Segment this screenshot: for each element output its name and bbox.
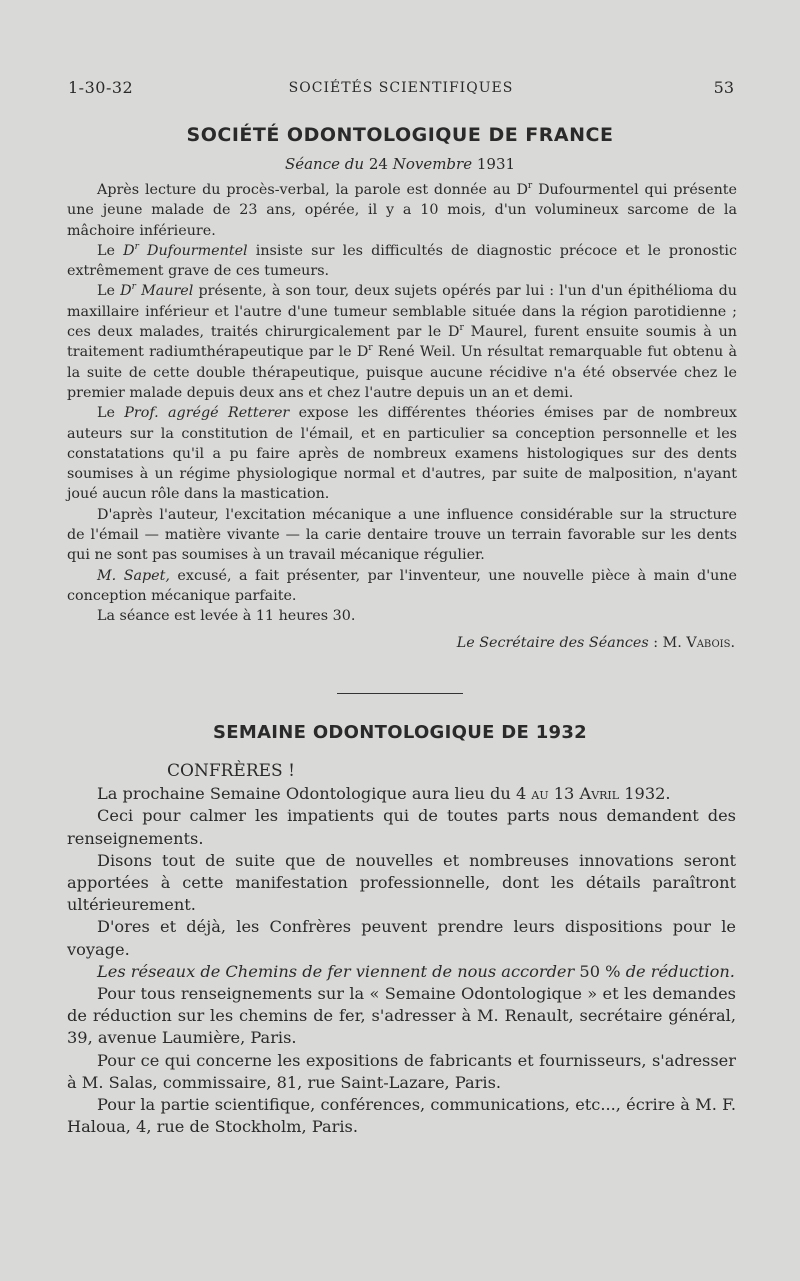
text: 13 <box>548 784 580 804</box>
text: D <box>120 283 132 300</box>
paragraph: Pour la partie scientifique, conférences, communications, etc..., écrire à M. F. Haloua, 4, rue de Stockholm, Paris. <box>67 1095 736 1137</box>
speaker-name: M. Sapet, <box>97 567 170 584</box>
seance-year: 1931 <box>476 155 516 173</box>
paragraph <box>67 961 736 983</box>
paragraph: D'ores et déjà, les Confrères peuvent prendre leurs dispositions pour le voyage. <box>67 917 736 959</box>
text: Le <box>97 242 124 259</box>
issue-date: 1-30-32 <box>68 78 134 97</box>
text: 1932. <box>619 784 671 804</box>
text: Dufourmentel <box>138 242 248 259</box>
text: excusé, a fait présenter, par l'inventeur, une nouvelle pièce à main d'une conception mécanique parfaite. <box>67 567 737 604</box>
speaker-name: Prof. agrégé Retterer <box>124 405 290 422</box>
running-header <box>68 78 734 102</box>
paragraph: Pour ce qui concerne les expositions de fabricants et fournisseurs, s'adresser à M. Salas, commissaire, 81, rue Saint-Lazare, Paris. <box>67 1050 736 1092</box>
text: expose les différentes théories émises par de nombreux auteurs sur la constitution de l'émail, et en particulier sa conception personnelle et les constatations qu'il a pu faire après de nombreux examens histologiques sur des dents soumises à un régime physiologique normal et d'autres, par suite de malposition, n'ayant joué aucun rôle dans la mastication. <box>67 405 737 503</box>
paragraph: Pour tous renseignements sur la « Semaine Odontologique » et les demandes de réduction sur les chemins de fer, s'adresser à M. Renault, secrétaire général, 39, avenue Laumière, Paris. <box>67 984 736 1048</box>
speaker-name <box>123 243 248 259</box>
seance-date <box>0 155 800 173</box>
text: Le <box>97 283 121 300</box>
paragraph <box>67 566 737 607</box>
paragraph <box>67 783 736 805</box>
text: insiste sur les difficultés de diagnostic précoce et le pronostic extrêmement grave de ces tumeurs. <box>67 242 738 280</box>
signature-role: Le Secrétaire des Séances <box>456 634 649 651</box>
paragraph <box>67 403 737 504</box>
paragraph <box>67 281 737 403</box>
salutation: CONFRÈRES ! <box>167 761 295 781</box>
text: Maurel <box>135 283 194 300</box>
text: D <box>123 242 135 259</box>
paragraph: D'après l'auteur, l'excitation mécanique a une influence considérable sur la structure de l'émail — matière vivante — la carie dentaire trouve un terrain favorable sur les dents qui ne sont pas soumises à un travail mécanique régulier. <box>67 506 737 564</box>
superscript: r <box>368 343 373 354</box>
semaine-body <box>67 760 736 1138</box>
seance-day: 24 <box>368 155 388 173</box>
paragraph: Ceci pour calmer les impatients qui de toutes parts nous demandent des renseignements. <box>67 806 736 848</box>
paragraph: Disons tout de suite que de nouvelles et nombreuses innovations seront apportées à cette manifestation professionnelle, dont les détails paraîtront ultérieurement. <box>67 850 736 915</box>
text: au <box>531 784 549 804</box>
signature <box>67 633 737 653</box>
paragraph <box>67 180 737 241</box>
paragraph <box>67 241 737 282</box>
text: 50 % <box>574 961 626 981</box>
running-title: SOCIÉTÉS SCIENTIFIQUES <box>288 80 514 96</box>
section-title-societe: SOCIÉTÉ ODONTOLOGIQUE DE FRANCE <box>186 124 614 146</box>
text: Après lecture du procès-verbal, la parole est donnée au D <box>97 182 528 198</box>
superscript: r <box>527 181 533 192</box>
signature-name: M. Vabois. <box>662 634 735 651</box>
page-number: 53 <box>713 78 734 97</box>
seance-month: Novembre <box>392 155 473 173</box>
superscript: r <box>131 282 136 293</box>
text: Maurel, furent ensuite soumis à un traitement radiumthérapeutique par le D <box>67 324 737 361</box>
section-divider <box>337 693 463 694</box>
section-title-semaine: SEMAINE ODONTOLOGIQUE DE 1932 <box>213 722 587 743</box>
text: Les réseaux de Chemins de fer viennent de nous accorder <box>97 961 575 981</box>
seance-prefix: Séance du <box>284 155 365 173</box>
paragraph: La séance est levée à 11 heures 30. <box>97 608 356 625</box>
text: René Weil. Un résultat remarquable fut obtenu à la suite de cette double thérapeutique, puisque aucune récidive n'a été observée chez le premier malade depuis deux ans et chez l'autre depuis un an et demi. <box>67 344 737 401</box>
speaker-name <box>120 283 193 299</box>
text: de réduction. <box>625 961 735 981</box>
text: Dufourmentel qui présente une jeune malade de 23 ans, opérée, il y a 10 mois, d'un volumineux sarcome de la mâchoire inférieure. <box>67 182 738 239</box>
text: Avril <box>579 784 620 804</box>
text: : <box>648 634 663 651</box>
text: Le <box>97 405 125 422</box>
text: présente, à son tour, deux sujets opérés par lui : l'un d'un épithélioma du maxillaire inférieur et l'autre d'une tumeur semblable située dans la région parotidienne ; ces deux malades, traités chirurgicalement par le D <box>67 283 737 341</box>
superscript: r <box>459 323 464 334</box>
superscript: r <box>134 242 139 253</box>
text: La prochaine Semaine Odontologique aura lieu du 4 <box>97 784 532 804</box>
societe-body <box>67 180 737 653</box>
